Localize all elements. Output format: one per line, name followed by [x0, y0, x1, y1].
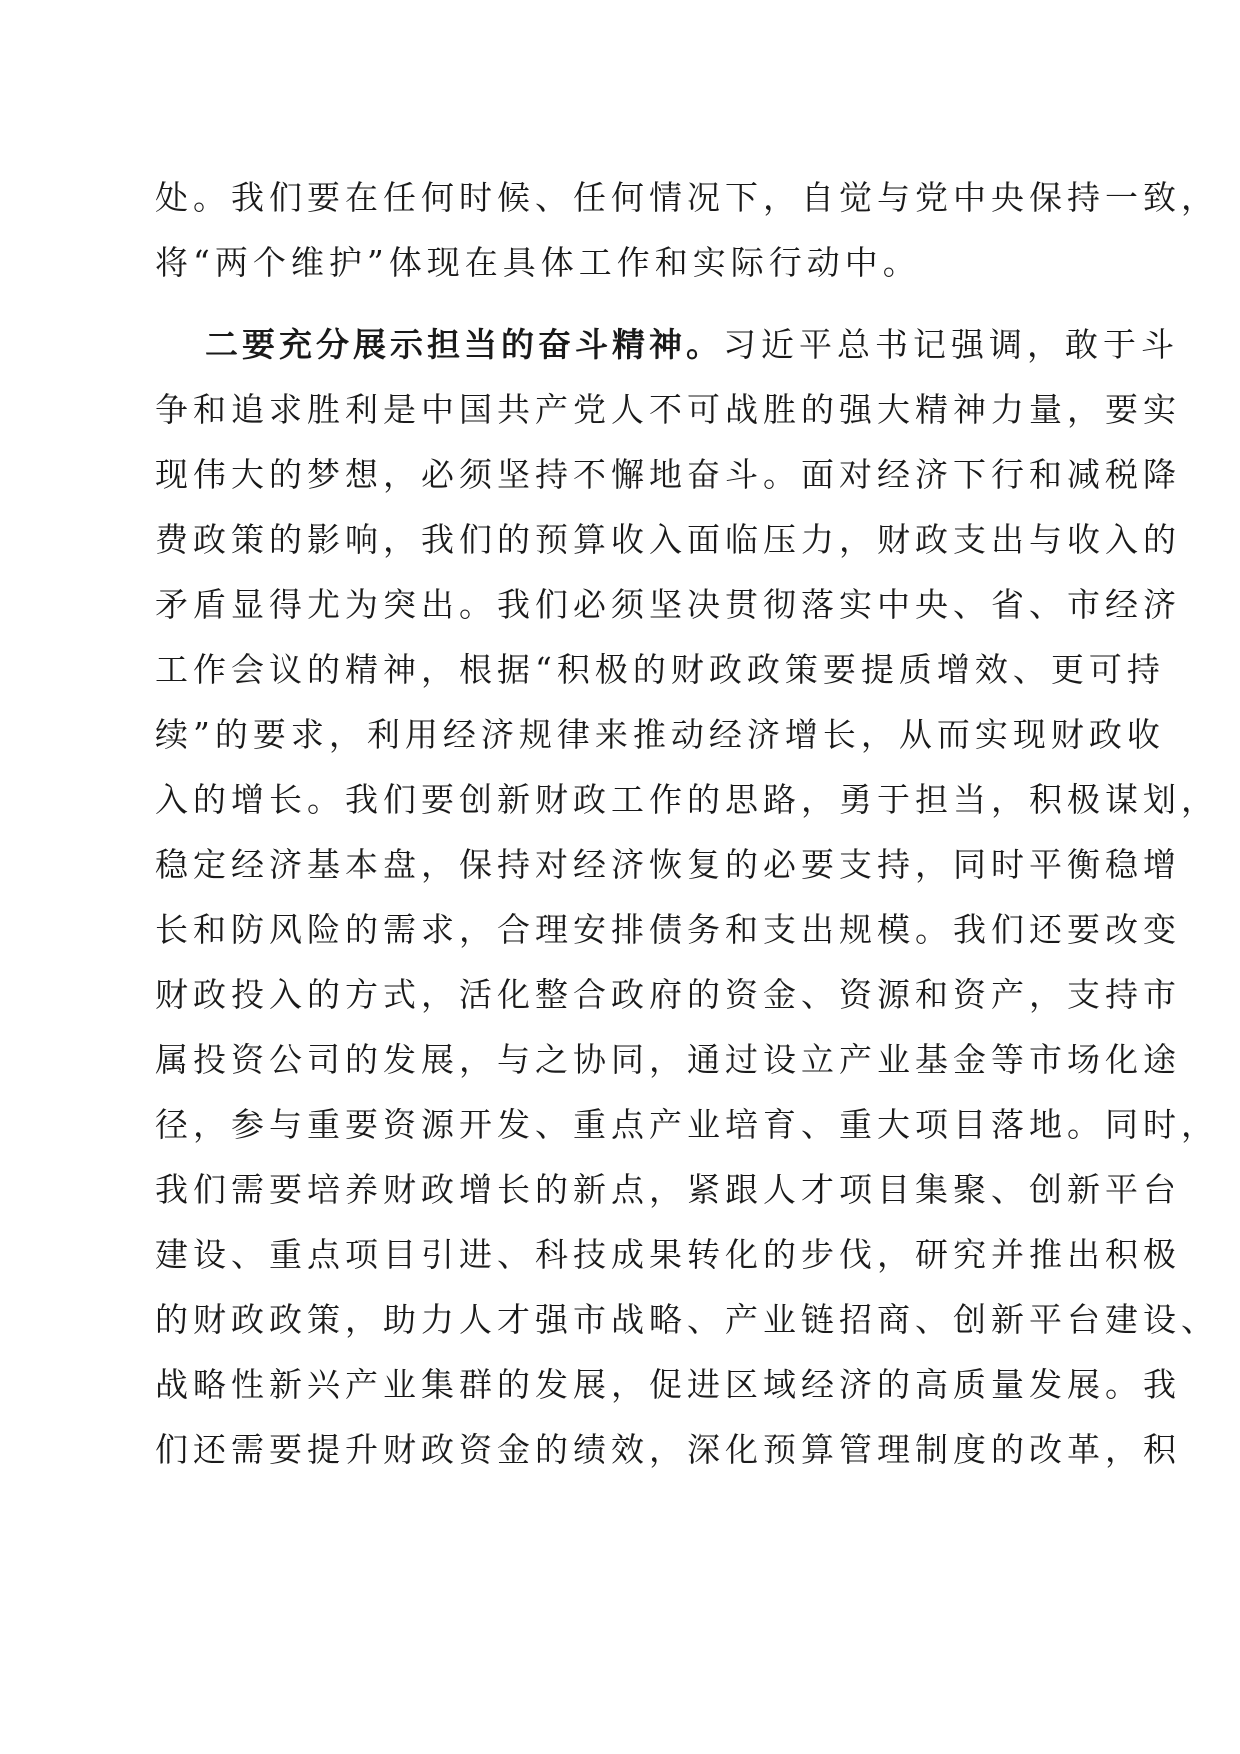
text-line: 们还需要提升财政资金的绩效，深化预算管理制度的改革，积: [155, 1430, 1181, 1469]
text-line: 稳定经济基本盘，保持对经济恢复的必要支持，同时平衡稳增: [155, 845, 1181, 884]
heading-continuation: 习近平总书记强调，敢于斗: [723, 325, 1179, 364]
paragraph-2: [155, 312, 1219, 1482]
text-line: 现伟大的梦想，必须坚持不懈地奋斗。面对经济下行和减税降: [155, 455, 1181, 494]
paragraph-2-first-line: [155, 312, 1179, 377]
text-line: 费政策的影响，我们的预算收入面临压力，财政支出与收入的: [155, 520, 1181, 559]
section-heading: 二要充分展示担当的奋斗精神。: [205, 325, 723, 364]
text-line: 的财政政策，助力人才强市战略、产业链招商、创新平台建设、: [155, 1300, 1219, 1339]
paragraph-1: [155, 165, 1219, 295]
text-line: 属投资公司的发展，与之协同，通过设立产业基金等市场化途: [155, 1040, 1181, 1079]
text-line: 径，参与重要资源开发、重点产业培育、重大项目落地。同时，: [155, 1105, 1219, 1144]
text-line: 财政投入的方式，活化整合政府的资金、资源和资产，支持市: [155, 975, 1181, 1014]
text-line: 处。我们要在任何时候、任何情况下，自觉与党中央保持一致，: [155, 178, 1219, 217]
text-line: 工作会议的精神，根据“积极的财政政策要提质增效、更可持: [155, 650, 1165, 689]
text-line: 战略性新兴产业集群的发展，促进区域经济的高质量发展。我: [155, 1365, 1181, 1404]
text-line: 将“两个维护”体现在具体工作和实际行动中。: [155, 243, 921, 282]
text-line: 建设、重点项目引进、科技成果转化的步伐，研究并推出积极: [155, 1235, 1181, 1274]
text-line: 我们需要培养财政增长的新点，紧跟人才项目集聚、创新平台: [155, 1170, 1181, 1209]
text-line: 续”的要求，利用经济规律来推动经济增长，从而实现财政收: [155, 715, 1165, 754]
text-line: 矛盾显得尤为突出。我们必须坚决贯彻落实中央、省、市经济: [155, 585, 1181, 624]
text-line: 争和追求胜利是中国共产党人不可战胜的强大精神力量，要实: [155, 390, 1181, 429]
text-line: 长和防风险的需求，合理安排债务和支出规模。我们还要改变: [155, 910, 1181, 949]
text-line: 入的增长。我们要创新财政工作的思路，勇于担当，积极谋划，: [155, 780, 1219, 819]
